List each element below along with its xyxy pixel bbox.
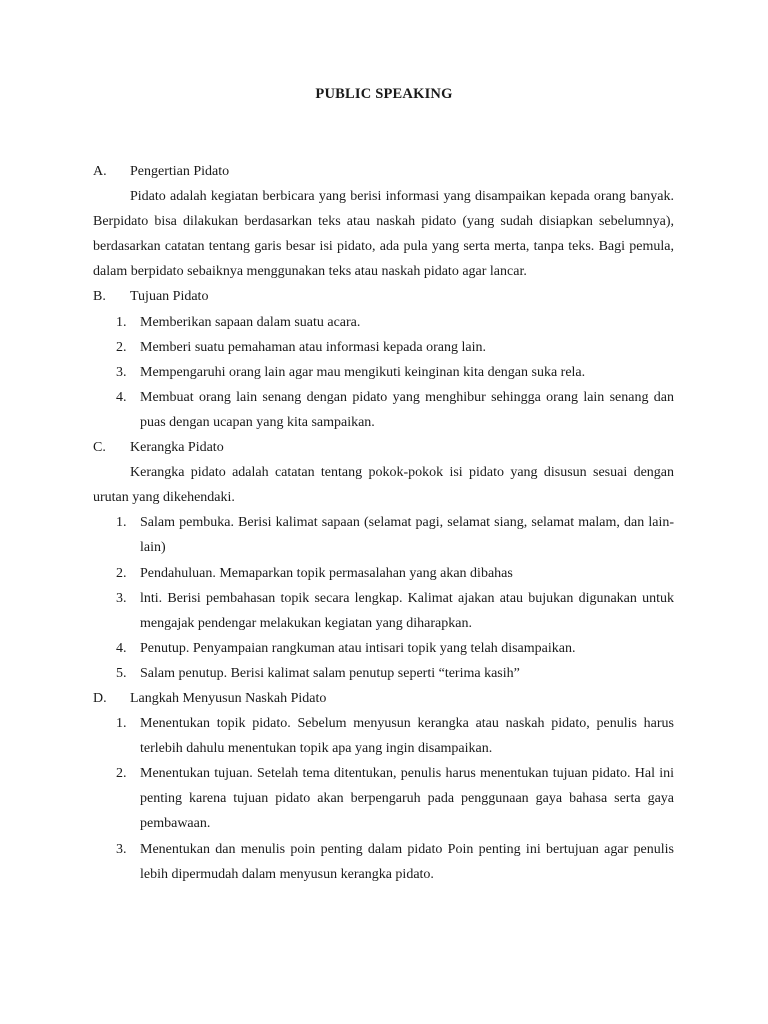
list-item — [93, 586, 674, 636]
section-d-heading — [93, 686, 674, 711]
list-number: 1. — [116, 515, 127, 531]
section-d-list — [93, 711, 674, 887]
list-number: 2. — [116, 565, 127, 581]
list-number: 5. — [116, 665, 127, 681]
list-item — [93, 360, 674, 385]
section-letter: B. — [93, 289, 106, 305]
list-number: 2. — [116, 339, 127, 355]
list-text: Menentukan tujuan. Setelah tema ditentukan, penulis harus menentukan tujuan pidato. Hal ini penting karena tujuan pidato akan berpengaruh pada penggunaan gaya bahasa serta gaya pembawaan. — [140, 766, 674, 832]
section-title: Kerangka Pidato — [130, 440, 224, 456]
section-b-list — [93, 310, 674, 435]
list-number: 3. — [116, 590, 127, 606]
list-item — [93, 837, 674, 887]
section-a-paragraph: Pidato adalah kegiatan berbicara yang berisi informasi yang disampaikan kepada orang banyak. Berpidato bisa dilakukan berdasarkan teks atau naskah pidato (yang sudah disiapkan sebelumnya), berdasarkan catatan tentang garis besar isi pidato, ada pula yang serta merta, tanpa teks. Bagi pemula, dalam berpidato sebaiknya menggunakan teks atau naskah pidato agar lancar. — [93, 189, 674, 280]
list-item — [93, 510, 674, 560]
section-title: Langkah Menyusun Naskah Pidato — [130, 690, 327, 706]
list-text: Salam penutup. Berisi kalimat salam penutup seperti “terima kasih” — [140, 665, 520, 681]
list-item — [93, 385, 674, 435]
list-text: Menentukan topik pidato. Sebelum menyusun kerangka atau naskah pidato, penulis harus terlebih dahulu menentukan topik apa yang ingin disampaikan. — [140, 716, 674, 757]
list-number: 4. — [116, 640, 127, 656]
list-item — [93, 561, 674, 586]
section-c-paragraph: Kerangka pidato adalah catatan tentang pokok-pokok isi pidato yang disusun sesuai dengan urutan yang dikehendaki. — [93, 465, 674, 506]
section-c-heading — [93, 435, 674, 460]
section-letter: C. — [93, 440, 106, 456]
document-title: PUBLIC SPEAKING — [315, 86, 453, 102]
list-number: 3. — [116, 364, 127, 380]
document-body — [93, 159, 674, 887]
section-letter: D. — [93, 690, 107, 706]
list-number: 1. — [116, 314, 127, 330]
list-text: Pendahuluan. Memaparkan topik permasalahan yang akan dibahas — [140, 565, 513, 581]
list-text: Membuat orang lain senang dengan pidato yang menghibur sehingga orang lain senang dan puas dengan ucapan yang kita sampaikan. — [140, 389, 674, 430]
list-text: Menentukan dan menulis poin penting dalam pidato Poin penting ini bertujuan agar penulis lebih dipermudah dalam menyusun kerangka pidato. — [140, 841, 674, 882]
list-text: lnti. Berisi pembahasan topik secara lengkap. Kalimat ajakan atau bujukan digunakan untuk mengajak pendengar melakukan kegiatan yang diharapkan. — [140, 590, 674, 631]
list-number: 3. — [116, 841, 127, 857]
list-text: Salam pembuka. Berisi kalimat sapaan (selamat pagi, selamat siang, selamat malam, dan lain-lain) — [140, 515, 674, 556]
section-title: Tujuan Pidato — [130, 289, 209, 305]
list-number: 2. — [116, 766, 127, 782]
list-item — [93, 761, 674, 836]
list-number: 1. — [116, 716, 127, 732]
list-text: Memberikan sapaan dalam suatu acara. — [140, 314, 361, 330]
list-item — [93, 711, 674, 761]
list-item — [93, 661, 674, 686]
list-text: Mempengaruhi orang lain agar mau mengikuti keinginan kita dengan suka rela. — [140, 364, 586, 380]
section-title: Pengertian Pidato — [130, 164, 230, 179]
section-letter: A. — [93, 164, 107, 179]
list-item — [93, 310, 674, 335]
list-item — [93, 636, 674, 661]
section-a-heading — [93, 159, 674, 184]
section-c-list — [93, 510, 674, 686]
list-text: Memberi suatu pemahaman atau informasi kepada orang lain. — [140, 339, 486, 355]
section-b-heading — [93, 284, 674, 309]
list-text: Penutup. Penyampaian rangkuman atau intisari topik yang telah disampaikan. — [140, 640, 576, 656]
list-number: 4. — [116, 389, 127, 405]
list-item — [93, 335, 674, 360]
